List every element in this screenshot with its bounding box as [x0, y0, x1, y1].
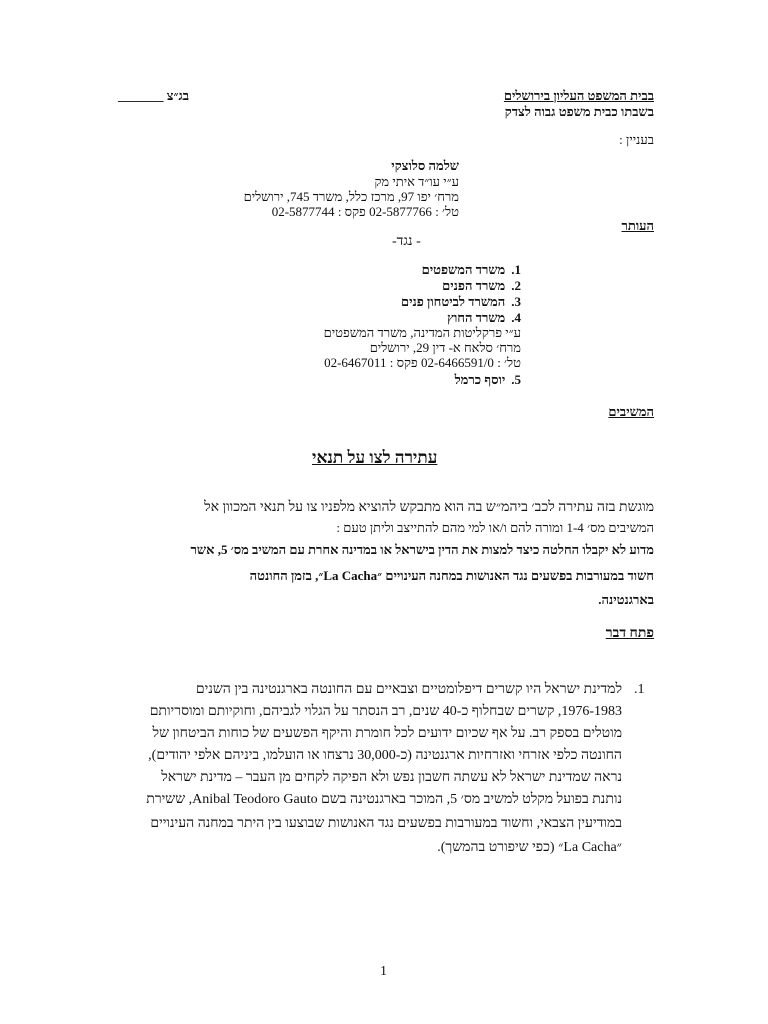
case-number [118, 88, 189, 104]
respondents-address: מרח׳ סלאח א- דין 29, ירושלים [369, 340, 521, 355]
case-blank: _______ [118, 88, 164, 103]
respondent-name: יוסף כרמל [454, 372, 506, 387]
paragraph-line: מוטלים בספק רב. על אף שכיום ידועים לכל חומרת והיקף הפשעים של כוחות הביטחון של [152, 726, 622, 741]
respondent-item [401, 294, 521, 310]
case-label: בג״צ [166, 88, 190, 103]
document-title: עתירה לצו על תנאי [312, 448, 438, 467]
respondent-name: משרד החוץ [447, 310, 506, 325]
respondent-number: 4. [511, 310, 521, 325]
petitioner-phone: טל׳ : 02-5877766 פקס : 02-5877744 [271, 204, 459, 219]
page-number: 1 [380, 964, 387, 979]
petitioner-role: העותר [621, 218, 654, 233]
paragraph-line: החונטה כלפי אזרחי ואזרחיות ארגנטינה (כ-30,000 נרצחו או הועלמו, ביניהם אלפי יהודים), [148, 748, 622, 763]
intro-line: המשיבים מס׳ 1-4 ומורה להם ו/או למי מהם להתייצב וליתן טעם : [336, 520, 654, 535]
paragraph-line: במודיעין הצבאי, וחשוד במעורבות בפשעים נגד האנושות שבוצעו בין היתר במחנה העינויים [150, 816, 622, 831]
respondent-item [422, 262, 521, 278]
respondent-name: משרד הפנים [442, 278, 506, 293]
court-name: בבית המשפט העליון בירושלים [503, 88, 654, 103]
paragraph-line: נראה שמדינת ישראל לא עשתה חשבון נפש ולא הפיקה לקחים מן העבר – מדינת ישראל [161, 770, 622, 785]
intro-bold-line: חשוד במעורבות בפשעים נגד האנושות במחנה העינויים ״La Cacha״, בזמן החונטה [249, 568, 654, 583]
respondent-number: 5. [511, 372, 521, 387]
versus-label: - נגד- [392, 234, 421, 249]
respondent-name: משרד המשפטים [421, 262, 506, 277]
petitioner-counsel: ע״י עו״ד איתי מק [374, 174, 459, 189]
paragraph-line: נותנת בפועל מקלט למשיב מס׳ 5, המוכר בארגנטינה בשם Anibal Teodoro Gauto, ששירת [146, 792, 622, 807]
petitioner-name: שלמה סלוצקי [391, 158, 459, 173]
intro-bold-line: בארגנטינה. [598, 592, 654, 607]
paragraph-number: .1 [634, 682, 645, 697]
respondent-item [442, 278, 521, 294]
paragraph-line: 1976-1983, קשרים שבחלוף כ-40 שנים, רב הנסתר על הגלוי לגביהם, וחוקיותם ומוסריותם [149, 704, 622, 719]
paragraph-line: למדינת ישראל היו קשרים דיפלומטיים וצבאיים עם החונטה בארגנטינה בין השנים [195, 682, 622, 697]
in-matter-label: בעניין : [619, 132, 654, 147]
paragraph-line: ״La Cacha״ (כפי שיפורט בהמשך). [437, 840, 622, 855]
respondent-item [455, 372, 521, 388]
respondent-name: המשרד לביטחון פנים [400, 294, 506, 309]
intro-bold-line: מדוע לא יקבלו החלטה כיצד למצות את הדין בישראל או במדינה אחרת עם המשיב מס׳ 5, אשר [190, 542, 654, 557]
respondent-item [447, 310, 521, 326]
court-subtitle: בשבתו כבית משפט גבוה לצדק [504, 104, 654, 119]
respondents-role: המשיבים [608, 404, 654, 419]
section-heading: פתח דבר [605, 626, 654, 641]
respondents-counsel: ע״י פרקליטות המדינה, משרד המשפטים [323, 325, 521, 340]
respondent-number: 2. [511, 278, 521, 293]
respondent-number: 3. [511, 294, 521, 309]
intro-line: מוגשת בזה עתירה לכב׳ ביהמ״ש בה הוא מתבקש להוציא מלפניו צו על תנאי המכוון אל [204, 500, 654, 515]
petitioner-address: מרח׳ יפו 97, מרכז כלל, משרד 745, ירושלים [243, 189, 459, 204]
respondents-phone: טל׳ : 02-6466591/0 פקס : 02-6467011 [324, 355, 521, 370]
respondent-number: 1. [511, 262, 521, 277]
